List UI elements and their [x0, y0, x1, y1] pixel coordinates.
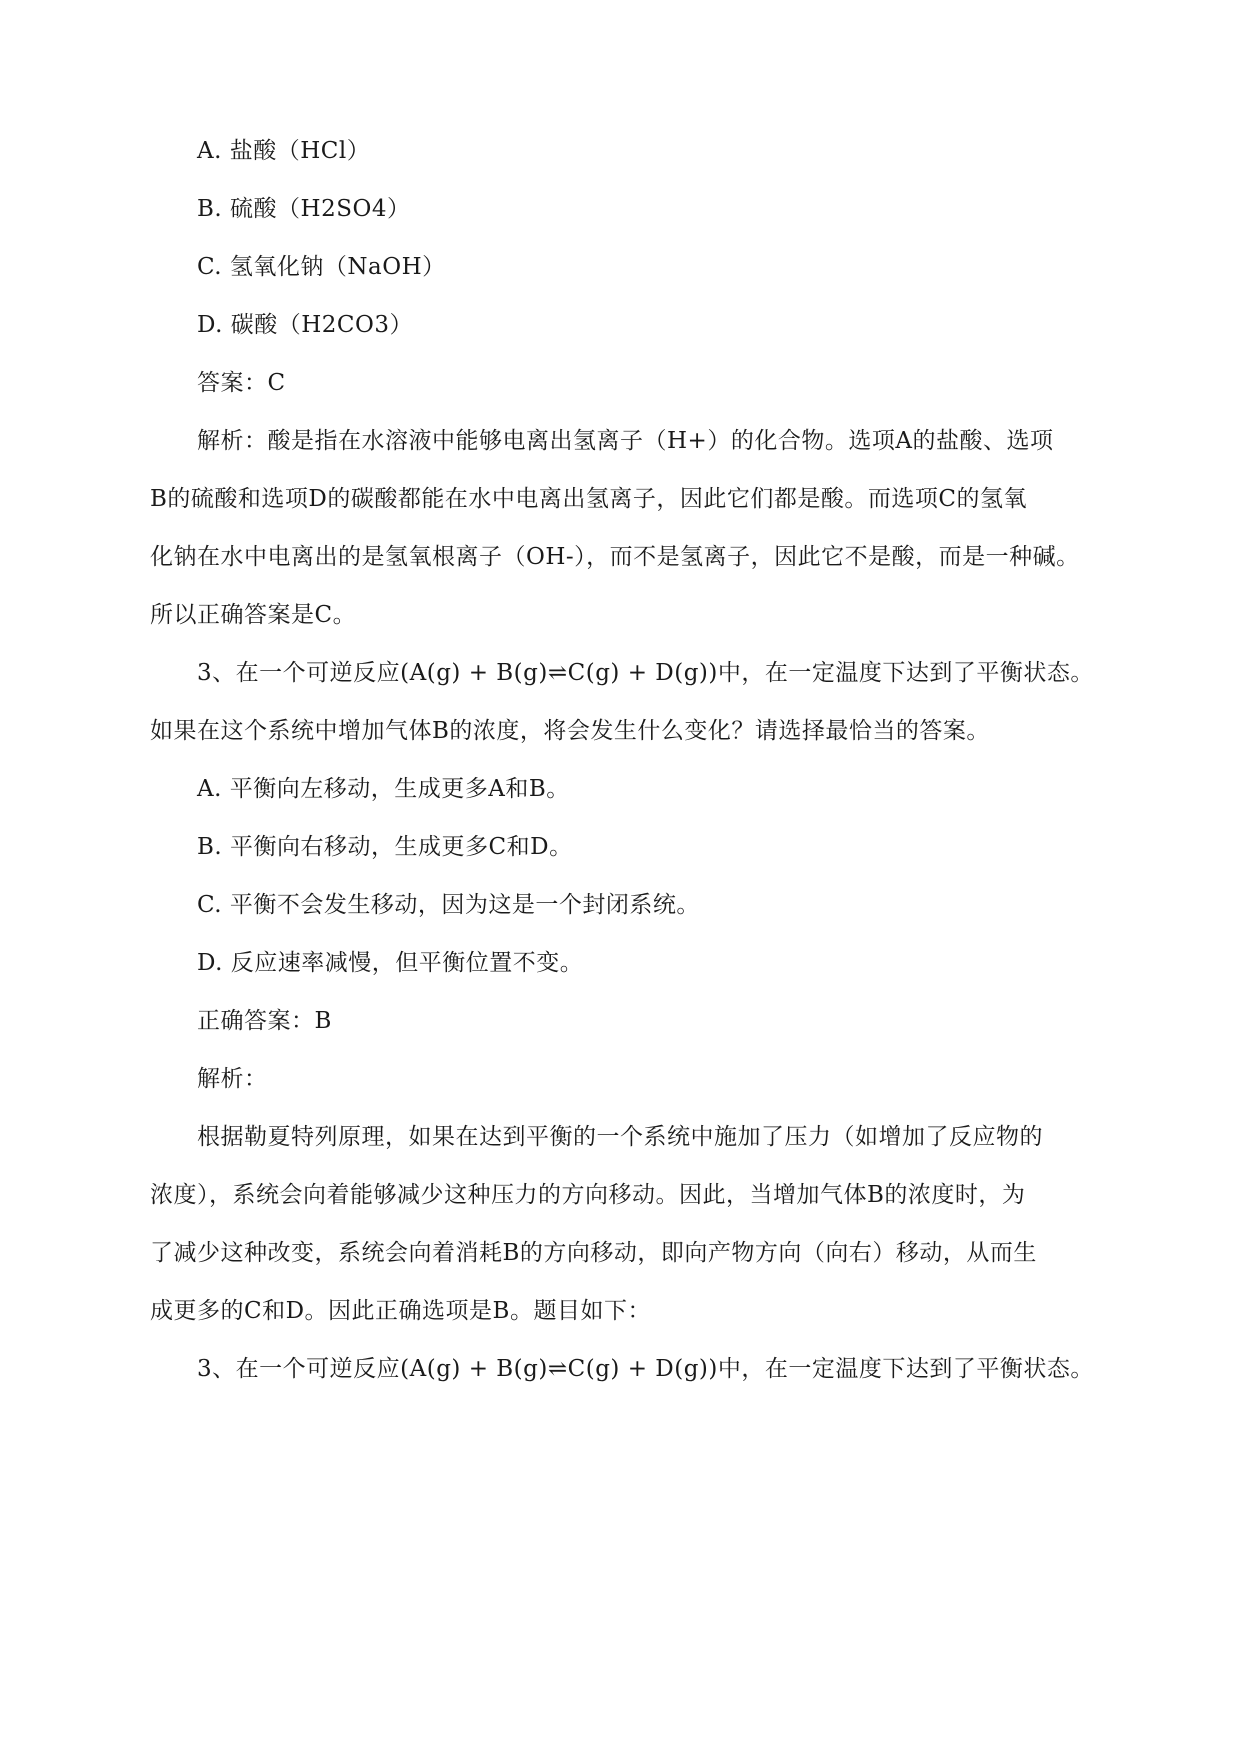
question-3-line-2: 如果在这个系统中增加气体B的浓度，将会发生什么变化？请选择最恰当的答案。	[150, 718, 990, 744]
question-3-line-1: 3、在一个可逆反应(A(g) + B(g)⇌C(g) + D(g))中，在一定温度下达到了平衡状态。	[197, 660, 1094, 686]
option-a-q3: A. 平衡向左移动，生成更多A和B。	[197, 776, 570, 802]
explanation-q2-line-1: 解析：酸是指在水溶液中能够电离出氢离子（H+）的化合物。选项A的盐酸、选项	[197, 428, 1054, 454]
answer-q3: 正确答案：B	[197, 1008, 332, 1034]
explanation-q3-line-3: 了减少这种改变，系统会向着消耗B的方向移动，即向产物方向（向右）移动，从而生	[150, 1240, 1037, 1266]
explanation-q2-line-3: 化钠在水中电离出的是氢氧根离子（OH-），而不是氢离子，因此它不是酸，而是一种碱。	[150, 544, 1080, 570]
question-3-repeat-line-1: 3、在一个可逆反应(A(g) + B(g)⇌C(g) + D(g))中，在一定温度下达到了平衡状态。	[197, 1356, 1094, 1382]
option-d-q3: D. 反应速率减慢，但平衡位置不变。	[197, 950, 584, 976]
answer-q2: 答案：C	[197, 370, 286, 396]
option-b-q2: B. 硫酸（H2SO4）	[197, 196, 411, 222]
option-b-q3: B. 平衡向右移动，生成更多C和D。	[197, 834, 573, 860]
explanation-q3-line-4: 成更多的C和D。因此正确选项是B。题目如下：	[150, 1298, 651, 1324]
explanation-q2-line-2: B的硫酸和选项D的碳酸都能在水中电离出氢离子，因此它们都是酸。而选项C的氢氧	[150, 486, 1027, 512]
explanation-q3-heading: 解析：	[197, 1066, 268, 1092]
explanation-q2-line-4: 所以正确答案是C。	[150, 602, 357, 628]
option-a-q2: A. 盐酸（HCl）	[197, 138, 371, 164]
explanation-q3-line-1: 根据勒夏特列原理，如果在达到平衡的一个系统中施加了压力（如增加了反应物的	[197, 1124, 1043, 1150]
option-c-q2: C. 氢氧化钠（NaOH）	[197, 254, 446, 280]
explanation-q3-line-2: 浓度），系统会向着能够减少这种压力的方向移动。因此，当增加气体B的浓度时，为	[150, 1182, 1026, 1208]
option-d-q2: D. 碳酸（H2CO3）	[197, 312, 414, 338]
option-c-q3: C. 平衡不会发生移动，因为这是一个封闭系统。	[197, 892, 700, 918]
